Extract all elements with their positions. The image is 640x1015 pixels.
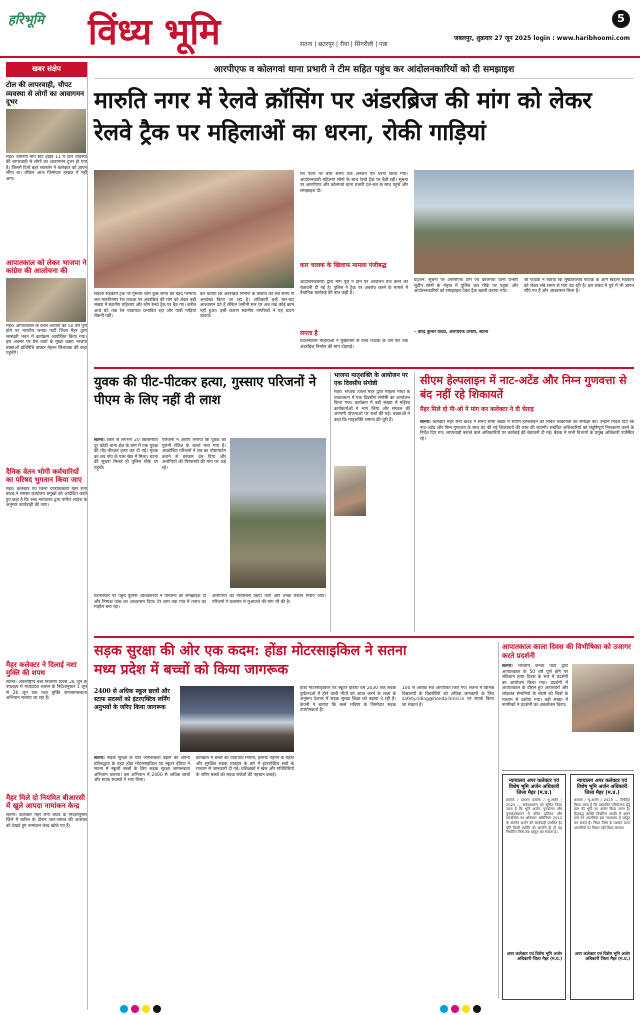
cm-helpline-body-text: कलेक्टर मैहर रानी बाटड ने समय सीमा बैठक में सीएम हेल्पलाइन की लंबित शिकायतों की समीक्षा की। उन्होंने निर्देश दिए कि नाट-अटेंड और निम्न गुणवत्ता के साथ बंद की गई शिकायतों की जांच की जाएगी। संबंधित अधिकारियों को संतुष्टिपूर्ण निराकरण करने के निर्देश दिए गए। लापरवाही बरतने वाले अधिकारियों पर कार्रवाई की चेतावनी दी गई। बैठक में सभी विभागों के प्रमुख अधिकारी उपस्थित रहे। (420, 420, 634, 442)
lead-subhead: कार चालक के खिलाफ मामला पंजीबद्ध (300, 262, 387, 269)
legal-notice (502, 774, 566, 1000)
snapshot-body: मैहर। आपातकाल के काले अध्याय का 50 वर्ष पूर्ण होने पर भारतीय जनता पार्टी जिला मैहर द्वारा सरस्वती भवन में कार्यक्रम आयोजित किया गया। इस अवसर पर प्रेस वार्ता के मुख्य वक्ता भाजपा वक्ताओं प्रतिनिधि डाक्टर मेहरन सिलावक की कहा पहुंचेंगे। (6, 323, 87, 357)
column-divider (414, 372, 415, 632)
lead-body: कर बताया कि अंडरब्रिज निर्माण के प्रस्ताव को लंबे समय से अनदेखा किया जा रहा है। अधिकारी इन्हें बार-बार आश्वासन देते हैं लेकिन जमीनी स्तर पर अब तक कोई काम नहीं हुआ। इसी कारण स्थानीय नागरिकों ने यह कदम उठाया। (200, 292, 294, 320)
masthead (0, 0, 640, 58)
notice-body: क्रमांक / प्रकरण क्रमांक / भू-अर्जन / 2025 — सर्वसाधारण को सूचित किया जाता है कि भूमि अर्जन, पुनर्वासन और पुनर्व्यवस्थापन में उचित प्रतिकर और पारदर्शिता का अधिकार अधिनियम 2013 के अंतर्गत अर्जन की कार्यवाही प्रचलित है। यदि किसी व्यक्ति को आपत्ति हो तो वह निर्धारित तिथि तक प्रस्तुत कर सकता है। (506, 798, 562, 835)
snapshot-headline[interactable]: मैहर मिले दो नियमित बीआरसी में खुले आपदा नामांकन केन्द्र (6, 793, 85, 810)
cm-helpline-headline[interactable]: सीएम हेल्पलाइन में नाट-अटेंड और निम्न गुणवत्ता से बंद नहीं रहे शिकायतें (420, 374, 627, 401)
news-snapshot-column (6, 62, 88, 1010)
snapshot-label: खबर संक्षेप (6, 62, 87, 77)
murder-story-headline[interactable]: युवक की पीट-पीटकर हत्या, गुस्साए परिजनों ने पीएम के लिए नहीं दी लाश (94, 375, 317, 408)
lead-body: आंदोलनकारियों द्वारा मांग पूरी न होने पर आंदोलन तेज करने की चेतावनी दी गई है। पुलिस ने ट्रैक पर अवरोध करने के मामले में वैधानिक कार्रवाई की बात कही है। (300, 280, 408, 297)
brand-logo: हरिभूमि (8, 13, 44, 28)
murder-story-body: आरोपियों की गिरफ्तारी किया जाए और उनके मकान गिराए जाएं। परिजनों ने प्रशासन से मुआवजे की मांग भी की है। (212, 594, 326, 605)
lead-headline[interactable]: मारुति नगर में रेलवे क्रॉसिंग पर अंडरब्रिज की मांग को लेकर रेलवे ट्रैक पर महिलाओं का धरना, रोकी गाड़ियां (94, 87, 592, 146)
lead-kicker: आरपीएफ व कोलगवां थाना प्रभारी ने टीम सहित पहुंच कर आंदोलनकारियों को दी समझाइश (94, 62, 634, 79)
honda-story-body: 100 से अधिक सत्र आयोजित किए गए। सतना में विभिन्न विद्यालयों के विद्यार्थियों को अधिक जानकारी के लिए safety.riding@honda.hmsi.in पर संपर्क किया जा सकता है। (402, 686, 494, 708)
murder-dateline: सतना। (94, 438, 105, 443)
registration-marks (440, 1005, 520, 1013)
section-divider (94, 367, 634, 369)
snapshot-headline[interactable]: टोल की लापरवाही, चौपट व्यवस्था से लोगों का आवागमन दूभर (6, 81, 85, 106)
police-photo (414, 170, 634, 274)
notice-title: न्यायालय अपर कलेक्टर एवं विशेष भूमि अर्जन अधिकारी जिला मैहर (म.प्र.) (576, 778, 628, 796)
cm-helpline-dateline: सतना। (420, 420, 431, 425)
murder-story-body: परिजनों ने आरोप लगाया कि युवक को पुरानी रंजिश के चलते मारा गया है। आक्रोशित परिजनों ने शव का पोस्टमार्टम कराने से इनकार कर दिया और आरोपियों की गिरफ्तारी की मांग पर अड़े रहे। (162, 438, 226, 471)
murder-body-text: जिले से लगभग 20 किलोमीटर दूर कोठी थाना क्षेत्र के ग्राम में एक युवक की पीट-पीटकर हत्या कर दी गई। मृतक का शव गांव के पास खेत में मिला। घटना की सूचना मिलते ही पुलिस मौके पर पहुंची। (94, 438, 158, 471)
honda-story-body: होंडा मोटरसाइकिल एंड स्कूटर इंडिया वर्ष 2030 तक सड़क दुर्घटनाओं में होने वाली मौतों को आधा करने के लक्ष्य के अनुरूप देशभर में सड़क सुरक्षा शिक्षा को बढ़ावा दे रही है। कंपनी ने बताया कि बच्चे भविष्य के जिम्मेदार सड़क उपयोगकर्ता हैं। (300, 686, 396, 714)
snapshot-photo (6, 278, 86, 322)
lead-quote-by: – वीरेंद्र कुमार यादव, आरपीएफ प्रभारी, सतना (414, 330, 489, 335)
snapshot-body: मैहर। उमरिया मार्ग स्टेट हाईवे 11 में टोल व्यवस्था की लापरवाही से लोगों का आवागमन दूभर हो गया है। जिसमें दिनों बहरं सतरलेर ने कलेक्टर को ज्ञापन सौंपा था। लेकिन आज जिम्मेदार हरकत में नहीं आए। (6, 154, 87, 182)
crime-scene-photo (230, 438, 326, 588)
section-divider (94, 636, 634, 638)
column-divider (498, 642, 499, 998)
lead-body-text: बिड़ला सड़कीय ट्रैक पर गुरुवार शाम कुछ समय को बेहद गरमाया जब मारुतिनगर रेल फाटक पर अंडरब्रिज की मांग को लेकर बड़ी संख्या में स्थानीय महिलाएं और लोग रेलवे ट्रैक पर बैठ गए। करीब आधे घंटे तक रेल यातायात प्रभावित रहा और यात्री गाड़ियां रोकनी पड़ीं। (94, 292, 196, 320)
lead-body: रेल पटरी पर बारी समय तक अनशन एवं धरना किया गया। आंदोलनकारी महिलाएं लोगों के साथ रेलवे ट्रैक पर बैठी रहीं। सूचना पर आरपीएफ और कोलगवां थाना प्रभारी दल-बल के साथ पहुंचे और समझाइश दी। (300, 172, 408, 194)
notice-signature: अपर कलेक्टर एवं विशेष भूमि अर्जन अधिकारी जिला मैहर (म.प्र.) (574, 951, 630, 962)
exhibition-photo (572, 664, 634, 732)
notice-title: न्यायालय अपर कलेक्टर एवं विशेष भूमि अर्जन अधिकारी जिला मैहर (म.प्र.) (508, 778, 560, 796)
registration-marks (120, 1005, 200, 1013)
notice-divider (502, 770, 634, 771)
emergency-dateline: सतना। (502, 664, 513, 669)
snapshot-headline[interactable]: आपातकाल को लेकर भाजपा ने कांग्रेस की आलोचना की (6, 258, 87, 275)
snapshot-photo (6, 109, 86, 153)
lead-body: प्रदर्शन: सूचना पर आरपीएफ टीम एवं कोलगवां थाना प्रभारी सुदीप सोनी के नेतृत्व में पुलिस बल मौके पर पहुंचा और आंदोलनकारियों को समझाइश देकर ट्रैक खाली कराया गया। (414, 278, 518, 295)
emergency-body-text: भारतीय जनता पार्टी द्वारा आपातकाल के 50 वर्ष पूर्ण होने पर संविधान हत्या दिवस के रूप में प्रदर्शनी का आयोजन किया गया। प्रदर्शनी में आपातकाल के दौरान हुए अत्याचारों और लोकतंत्र सेनानियों के संघर्ष को चित्रों के माध्यम से दर्शाया गया। बड़ी संख्या में नागरिकों ने प्रदर्शनी का अवलोकन किया। (502, 664, 568, 709)
section-title: विंध्य भूमि (88, 11, 221, 53)
snapshot-body: सतना। अंतरराष्ट्रीय नशा निवारण दिवस 26 जून के उपलक्ष्य में मध्यप्रदेश शासन के निर्देशानुसार 1 जून से 26 जून तक नशा मुक्ति जनजागरूकता अभियान चलाया जा रहा है। (6, 679, 87, 702)
snapshot-headline[interactable]: दैनिक वेतन भोगी कर्मचारियों का परिषद भुगतान किया जाए (6, 467, 82, 484)
notice-signature: अपर कलेक्टर एवं विशेष भूमि अर्जन अधिकारी जिला मैहर (म.प्र.) (506, 951, 562, 962)
bjp-seminar-body: मैहर। भाजपा जिला मैहर द्वारा महिला मोर्चा के तत्वावधान में एक दिवसीय संगोष्ठी का आयोजन किया गया। कार्यक्रम में बड़ी संख्या में महिला कार्यकर्ताओं ने भाग लिया और संगठन की आगामी योजनाओं पर चर्चा की गई। वक्ताओं ने कहा कि मातृशक्ति समाज की धुरी है। (334, 390, 410, 423)
cm-helpline-body (420, 420, 634, 630)
lead-body (94, 292, 196, 362)
page-number: 5 (612, 10, 630, 28)
honda-body-text: सड़क सुरक्षा के प्रति जागरूकता बढ़ाने की अपनी प्रतिबद्धता के तहत होंडा मोटरसाइकिल एंड स्कूटर इंडिया ने सतना में स्कूली बच्चों के लिए सड़क सुरक्षा जागरूकता अभियान चलाया। इस अभियान में 2400 से अधिक छात्रों और स्टाफ सदस्यों ने भाग लिया। (94, 756, 190, 784)
honda-story-headline[interactable]: सड़क सुरक्षा की ओर एक कदम: होंडा मोटरसाइकिल ने सतना मध्य प्रदेश में बच्चों को किया जागरूक (94, 643, 407, 678)
print-footer (0, 1003, 640, 1015)
honda-dateline: सतना। (94, 756, 105, 761)
honda-story-body (94, 756, 190, 1002)
region-list: सतना | छतरपुर | रीवा | सिंगरौली | पन्ना (300, 41, 388, 48)
murder-story-body (94, 438, 158, 588)
lead-story (94, 62, 634, 149)
dateline (454, 34, 630, 42)
honda-story-body: कार्यक्रम में बच्चों को यातायात नियमों, हेलमेट पहनने के महत्व और सुरक्षित सड़क व्यवहार के बारे में इंटरएक्टिव सत्रों के माध्यम से जानकारी दी गई। प्रशिक्षकों ने खेल और गतिविधियों के जरिए बच्चों को सड़क संकेतों की पहचान कराई। (196, 756, 294, 778)
snapshot-headline[interactable]: मैहर कलेक्टर ने दिलाई नशा मुक्ति की शपथ (6, 660, 77, 677)
honda-side-headline: 2400 से अधिक स्कूल छात्रों और स्टाफ सदस्यों को इंटरएक्टिव लर्निंग अनुभवों के जरिए किया जागरूक (94, 688, 170, 711)
cm-helpline-subhead: मैहर मिले दो पी-ओ ने मांग कर कलेक्टर ने दी चेताइ (420, 406, 534, 413)
legal-notice (570, 774, 634, 1000)
lead-body: प्रदर्शनकारी महिलाओं ने मुख्यमार्ग से रेलवे फाटक के उस पार तक अंडरब्रिज निर्माण की मांग दोहराई। (300, 339, 408, 350)
murder-story-body: घटनास्थल पर पहुंचे पुलिस अधिकारियों ने परिजनों को समझाइश दी और निष्पक्ष जांच का आश्वासन दिया। देर शाम तक गांव में तनाव का माहौल बना रहा। (94, 594, 206, 611)
bjp-seminar-headline[interactable]: भाजपा मातृशक्ति के आयोजन पर एक दिवसीय संगोष्ठी (334, 372, 408, 387)
snapshot-body: मैहर। कलेक्टर एवं जिला दण्डाधिकारी मैहर रानी बाटड ने समस्त कार्यालय प्रमुखों को आदेशित करते हुए कहा है कि उच्च न्यायालय द्वारा पारित आदेश के अनुसार कार्यवाही की जाए। (6, 486, 87, 509)
snapshot-body: सतना। कलेक्टर मैहर रानी बाटड के निर्देशानुसार जिले में बारिश के दौरान जल-जमाव की आशंका को देखते हुए नामांकन केन्द्र खोले गए हैं। (6, 812, 87, 829)
column-divider (330, 372, 331, 632)
emergency-exhibition-headline[interactable]: आपातकाल काला दिवस की विभीषिका को उजागर करते प्रदर्शनी (502, 642, 631, 660)
notice-body: क्रमांक / भू-अर्जन / 2025 — निवेदित किया जाता है कि प्रस्तावित परियोजना हेतु ग्राम की भूमि का अर्जन किया जाना है। हितबद्ध व्यक्ति निर्धारित अवधि में अपने दावे एवं आपत्तियां इस न्यायालय में प्रस्तुत कर सकते हैं। नियत तिथि के पश्चात प्राप्त आपत्तियों पर विचार नहीं किया जाएगा। (574, 798, 630, 830)
lead-body: जी फाटक ने बताया कि मुख्यतालाव फाटक के आगे बिड़ला सड़कीय को लेकर लंबे समय से मांग उठ रही है। इस संबंध में पूर्व में भी ज्ञापन सौंपे गए हैं और आश्वासन मिला है। (524, 278, 634, 295)
website-link[interactable]: login : www.haribhoomi.com (533, 35, 630, 42)
school-session-photo (180, 686, 294, 752)
protest-photo (94, 170, 294, 288)
emergency-exhibition-body (502, 664, 568, 764)
date-text: जबलपुर, शुक्रवार 27 जून 2025 (454, 35, 532, 42)
lead-subhead: लगता है (300, 330, 318, 337)
